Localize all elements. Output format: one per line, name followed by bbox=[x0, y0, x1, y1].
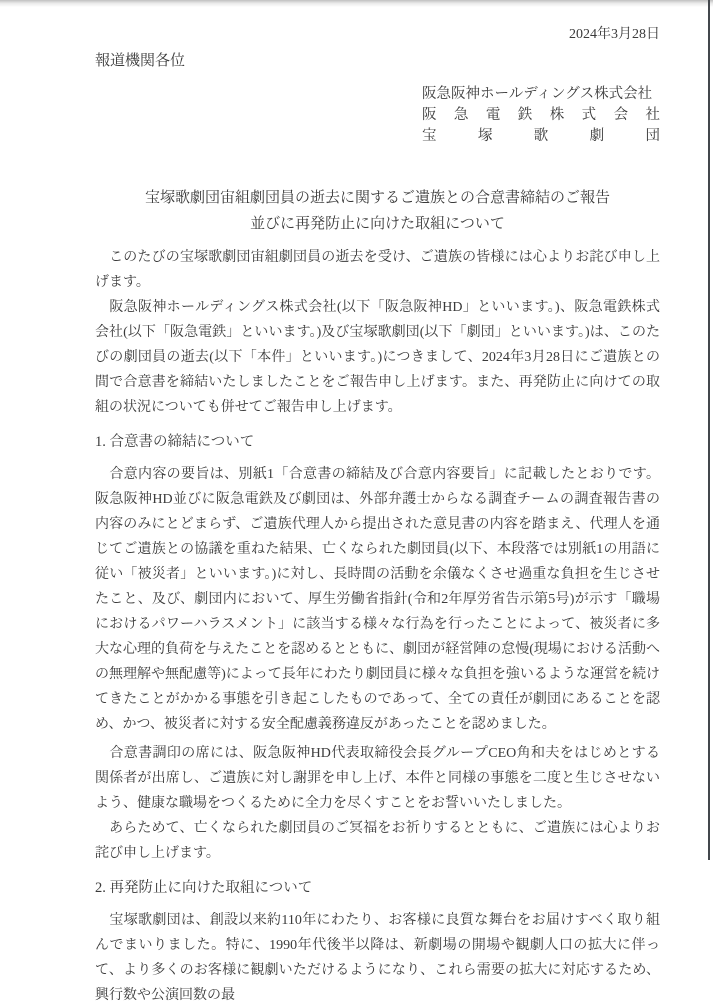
addressee: 報道機関各位 bbox=[95, 53, 186, 69]
company-name-hankyu-railway: 阪急電鉄株式会社 bbox=[422, 107, 660, 123]
document-title-line1: 宝塚歌劇団宙組劇団員の逝去に関するご遺族との合意書締結のご報告 bbox=[144, 190, 610, 206]
intro-paragraph-2: 阪急阪神ホールディングス株式会社(以下「阪急阪神HD」といいます。)、阪急電鉄株式会社(以下「阪急電鉄」といいます。)及び宝塚歌劇団(以下「劇団」といいます。)は、このたびの劇団員の逝去(以下「本件」といいます。)につきまして、2024年3月28日にご遺族との間で合意書を締結いたしましたことをご報告申し上げます。また、再発防止に向けての取組の状況についても併せてご報告申し上げます。 bbox=[95, 300, 660, 415]
document-date: 2024年3月28日 bbox=[569, 27, 660, 42]
document-title-line2: 並びに再発防止に向けた取組について bbox=[250, 216, 505, 232]
page-right-edge-line bbox=[708, 0, 710, 860]
section2-heading: 2. 再発防止に向けた取組について bbox=[95, 880, 313, 896]
section1-heading: 1. 合意書の締結について bbox=[95, 434, 255, 450]
document-title bbox=[95, 185, 660, 237]
section1-paragraph-2: 合意書調印の席には、阪急阪神HD代表取締役会長グループCEO角和夫をはじめとする関係者が出席し、ご遺族に対し謝罪を申し上げ、本件と同様の事態を二度と生じさせないよう、健康な職場をつくるために全力を尽くすことをお誓いいたしました。 bbox=[95, 746, 660, 811]
company-name-hankyu-hanshin-holdings: 阪急阪神ホールディングス株式会社 bbox=[422, 86, 653, 102]
company-signature-block bbox=[422, 84, 660, 147]
section1-paragraph-1: 合意内容の要旨は、別紙1「合意書の締結及び合意内容要旨」に記載したとおりです。阪急阪神HD並びに阪急電鉄及び劇団は、外部弁護士からなる調査チームの調査報告書の内容のみにとどまらず、ご遺族代理人から提出された意見書の内容を踏まえ、代理人を通じてご遺族との協議を重ねた結果、亡くなられた劇団員(以下、本段落では別紙1の用語に従い「被災者」といいます。)に対し、長時間の活動を余儀なくさせ過重な負担を生じさせたこと、及び、劇団内において、厚生労働省指針(令和2年厚労省告示第5号)が示す「職場におけるパワーハラスメント」に該当する様々な行為を行ったことによって、被災者に多大な心理的負荷を与えたことを認めるとともに、劇団が経営陣の怠慢(現場における活動への無理解や無配慮等)によって長年にわたり劇団員に様々な負担を強いるような運営を続けてきたことがかかる事態を引き起こしたものであって、全ての責任が劇団にあることを認め、かつ、被災者に対する安全配慮義務違反があったことを認めました。 bbox=[95, 467, 660, 732]
top-shadow bbox=[0, 0, 713, 7]
intro-paragraph-1: このたびの宝塚歌劇団宙組劇団員の逝去を受け、ご遺族の皆様には心よりお詫び申し上げます。 bbox=[95, 250, 660, 290]
company-name-takarazuka-revue: 宝塚歌劇団 bbox=[422, 128, 660, 144]
section1-paragraph-3: あらためて、亡くなられた劇団員のご冥福をお祈りするとともに、ご遺族には心よりお詫び申し上げます。 bbox=[95, 821, 660, 861]
section2-paragraph-1: 宝塚歌劇団は、創設以来約110年にわたり、お客様に良質な舞台をお届けすべく取り組んでまいりました。特に、1990年代後半以降は、新劇場の開場や観劇人口の拡大に伴って、より多くのお客様に観劇いただけるようになり、これら需要の拡大に対応するため、興行数や公演回数の最 bbox=[95, 913, 660, 1003]
